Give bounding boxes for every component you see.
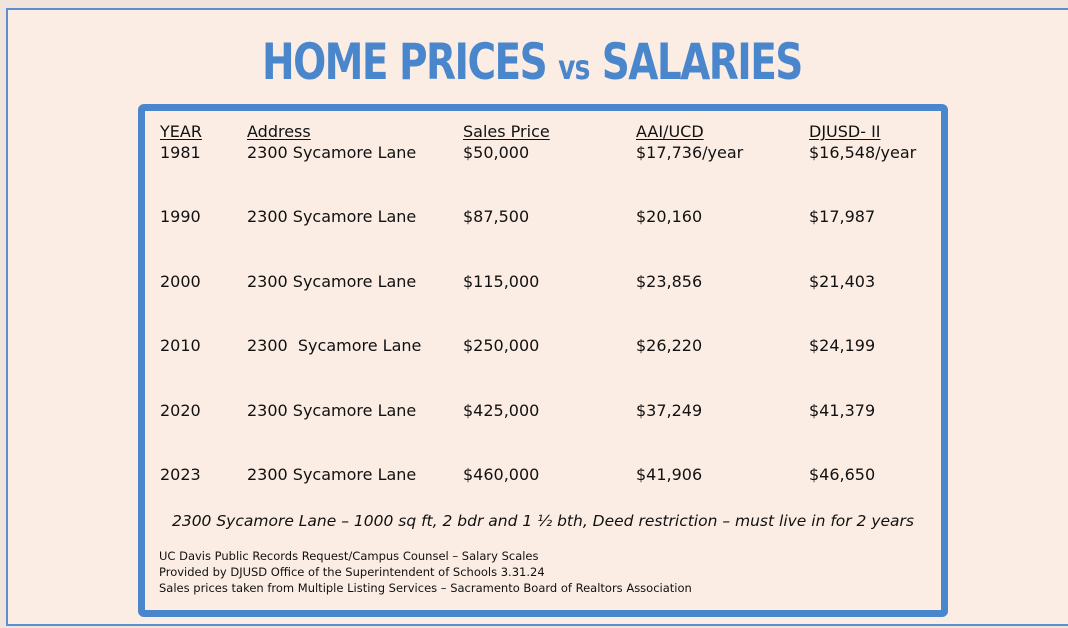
row-2023-price: $460,000	[463, 465, 540, 484]
row-2020-address: 2300 Sycamore Lane	[247, 401, 417, 420]
row-2020-djusd: $41,379	[809, 401, 876, 420]
header-djusd: DJUSD- II	[809, 122, 881, 141]
row-2000-aai: $23,856	[636, 272, 703, 291]
header-sales-price: Sales Price	[463, 122, 550, 141]
header-address: Address	[247, 122, 311, 141]
row-2000-year: 2000	[160, 272, 201, 291]
row-1981-djusd: $16,548/year	[809, 143, 917, 162]
source-line-3: Sales prices taken from Multiple Listing Services – Sacramento Board of Realtors Association	[159, 581, 692, 595]
row-2020-year: 2020	[160, 401, 201, 420]
source-line-1: UC Davis Public Records Request/Campus Counsel – Salary Scales	[159, 549, 539, 563]
row-2000-address: 2300 Sycamore Lane	[247, 272, 417, 291]
property-note: 2300 Sycamore Lane – 1000 sq ft, 2 bdr and 1 ½ bth, Deed restriction – must live in for 2 years	[171, 512, 915, 530]
row-2000-price: $115,000	[463, 272, 540, 291]
row-2020-aai: $37,249	[636, 401, 703, 420]
row-2010-address: 2300 Sycamore Lane	[247, 336, 422, 355]
header-year: YEAR	[160, 122, 202, 141]
row-2010-year: 2010	[160, 336, 201, 355]
row-2023-address: 2300 Sycamore Lane	[247, 465, 417, 484]
title-part-salaries: SALARIES	[601, 33, 802, 91]
row-1981-address: 2300 Sycamore Lane	[247, 143, 417, 162]
row-1990-price: $87,500	[463, 207, 530, 226]
row-2020-price: $425,000	[463, 401, 540, 420]
row-2023-year: 2023	[160, 465, 201, 484]
row-2010-aai: $26,220	[636, 336, 703, 355]
title-vs: vs	[558, 48, 590, 88]
title-part-home-prices: HOME PRICES	[262, 33, 547, 91]
row-1981-aai: $17,736/year	[636, 143, 744, 162]
row-1990-year: 1990	[160, 207, 201, 226]
row-1981-price: $50,000	[463, 143, 530, 162]
row-1990-djusd: $17,987	[809, 207, 876, 226]
row-2023-aai: $41,906	[636, 465, 703, 484]
source-line-2: Provided by DJUSD Office of the Superintendent of Schools 3.31.24	[159, 565, 545, 579]
slide-title	[262, 32, 802, 98]
row-1981-year: 1981	[160, 143, 201, 162]
row-2010-price: $250,000	[463, 336, 540, 355]
row-2000-djusd: $21,403	[809, 272, 876, 291]
row-1990-address: 2300 Sycamore Lane	[247, 207, 417, 226]
header-aai-ucd: AAI/UCD	[636, 122, 704, 141]
row-2023-djusd: $46,650	[809, 465, 876, 484]
row-2010-djusd: $24,199	[809, 336, 876, 355]
row-1990-aai: $20,160	[636, 207, 703, 226]
data-table-box	[138, 104, 948, 617]
